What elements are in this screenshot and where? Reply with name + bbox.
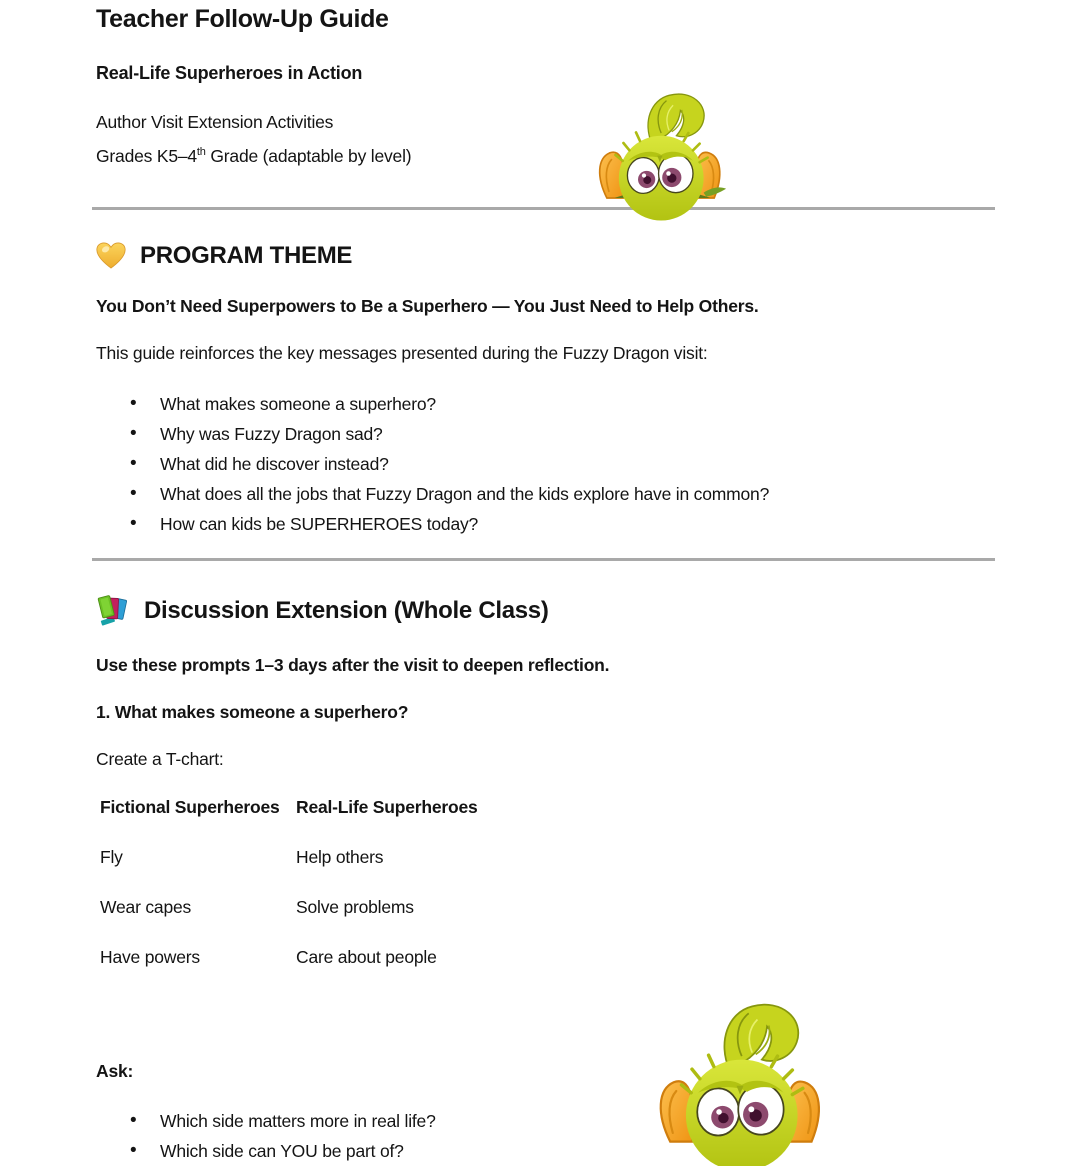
list-item: • Why was Fuzzy Dragon sad?: [160, 419, 995, 449]
doc-subtitle: Real-Life Superheroes in Action: [96, 63, 363, 83]
grades-line: Grades K5–4th Grade (adaptable by level): [96, 145, 412, 166]
theme-bullet-list: [160, 389, 995, 539]
theme-intro: This guide reinforces the key messages presented during the Fuzzy Dragon visit:: [96, 342, 708, 363]
prompt-note: Use these prompts 1–3 days after the visit to deepen reflection.: [96, 654, 610, 675]
tchart-header-fictional: Fictional Superheroes: [100, 796, 280, 817]
discussion-heading: [96, 593, 995, 629]
list-item: • What did he discover instead?: [160, 449, 995, 479]
discussion-question-1: 1. What makes someone a superhero?: [96, 701, 409, 722]
author-visit-line: Author Visit Extension Activities: [96, 112, 334, 132]
yellow-heart-icon: [96, 242, 126, 270]
ask-label: Ask:: [96, 1060, 134, 1081]
books-icon: [96, 593, 130, 629]
tchart-cell: Have powers: [100, 946, 200, 967]
list-item: • Which side can YOU be part of?: [160, 1136, 995, 1166]
tchart-cell: Wear capes: [100, 896, 192, 917]
table-row: [96, 897, 478, 947]
tchart-cell: Care about people: [296, 946, 437, 967]
page-title: Teacher Follow-Up Guide: [96, 5, 389, 33]
header-divider: [92, 207, 995, 210]
grades-superscript: th: [196, 146, 206, 158]
ask-bullet-list: [160, 1106, 995, 1166]
table-row: [96, 847, 478, 897]
tchart-cell: Help others: [296, 846, 384, 867]
fuzzy-dragon-image-bottom: [644, 1002, 844, 1142]
theme-statement: You Don’t Need Superpowers to Be a Superhero — You Just Need to Help Others.: [96, 295, 759, 316]
program-theme-heading: [96, 242, 995, 270]
tchart-header-reallife: Real-Life Superheroes: [296, 796, 478, 817]
discussion-heading-text: Discussion Extension (Whole Class): [144, 596, 549, 624]
list-item: • Which side matters more in real life?: [160, 1106, 995, 1136]
tchart-header-row: [96, 797, 478, 847]
list-item: • What makes someone a superhero?: [160, 389, 995, 419]
program-theme-heading-text: PROGRAM THEME: [140, 241, 353, 269]
table-row: [96, 947, 478, 997]
fuzzy-dragon-image-top: [577, 91, 876, 198]
tchart-cell: Fly: [100, 846, 123, 867]
tchart-cell: Solve problems: [296, 896, 414, 917]
tchart-label: Create a T-chart:: [96, 748, 224, 769]
list-item: • What does all the jobs that Fuzzy Dragon and the kids explore have in common?: [160, 479, 995, 509]
tchart-table: [96, 797, 478, 997]
section-divider: [92, 558, 995, 561]
fuzzy-dragon-character-icon: [587, 92, 733, 198]
fuzzy-dragon-character-icon: [644, 1002, 836, 1142]
document-page: [0, 5, 1088, 1161]
list-item: • How can kids be SUPERHEROES today?: [160, 509, 995, 539]
